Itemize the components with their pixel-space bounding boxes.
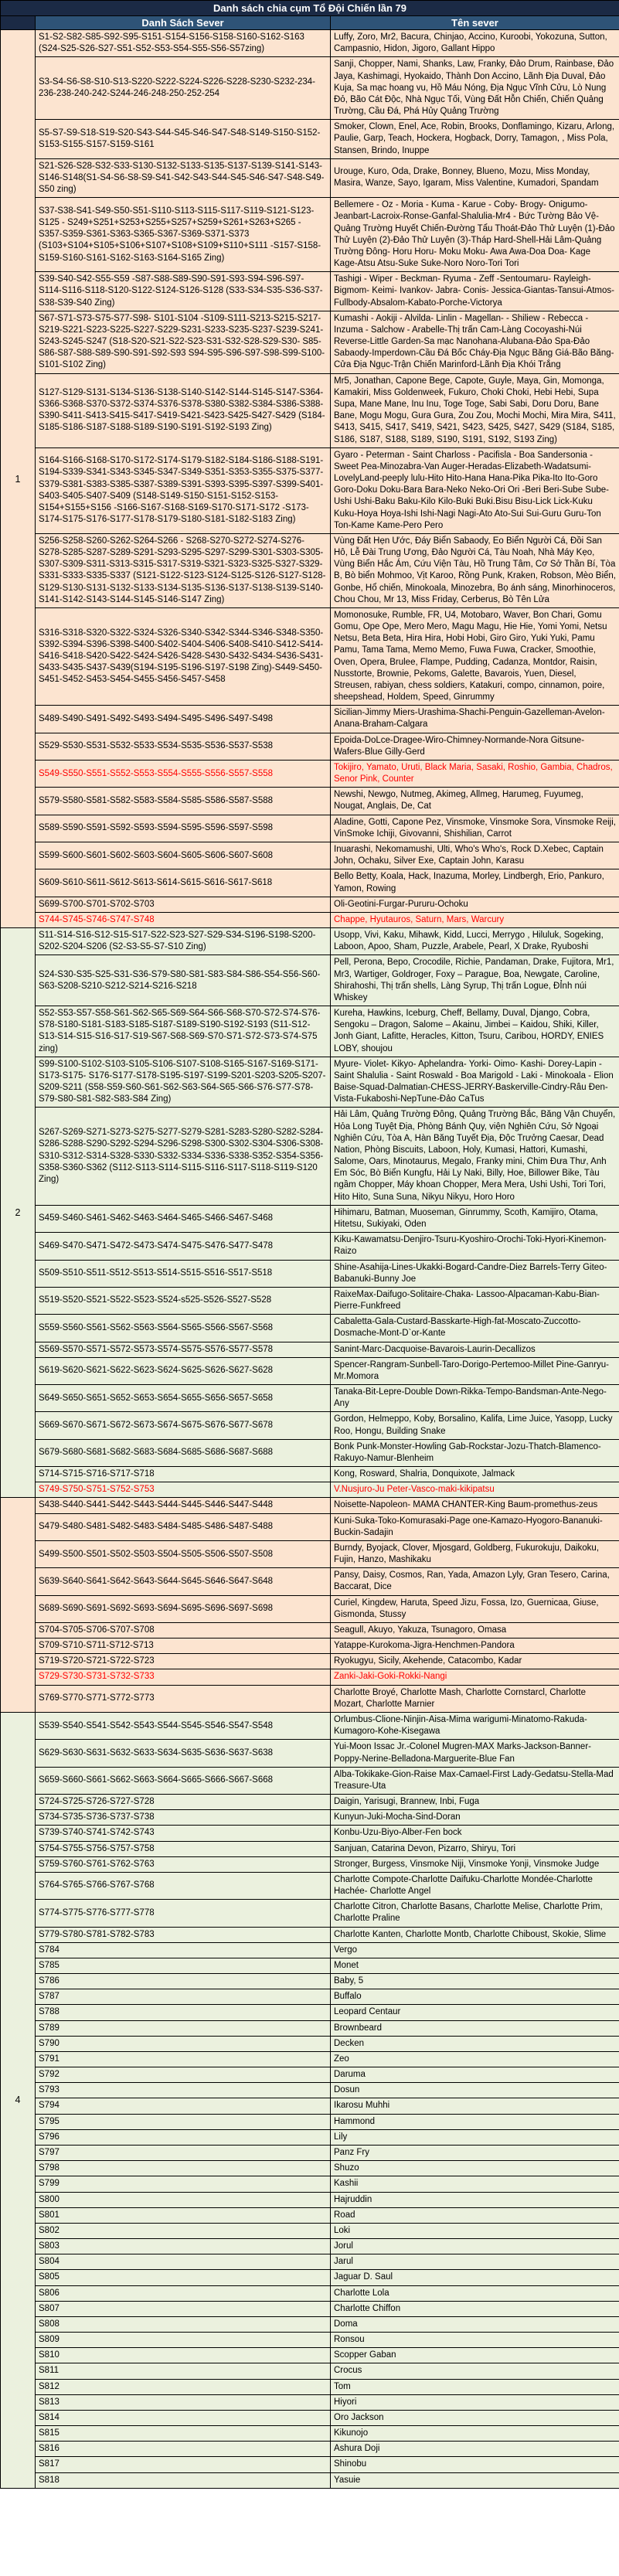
server-list-cell: S805 xyxy=(36,2270,331,2285)
server-list-cell: S734-S735-S736-S737-S738 xyxy=(36,1810,331,1826)
server-list-cell: S639-S640-S641-S642-S643-S644-S645-S646-S647-S648 xyxy=(36,1568,331,1595)
table-row xyxy=(1,1841,619,1856)
server-list-cell: S791 xyxy=(36,2051,331,2067)
table-row xyxy=(1,1498,619,1513)
table-row xyxy=(1,2472,619,2488)
server-list-cell: S790 xyxy=(36,2036,331,2051)
server-list-cell: S744-S745-S746-S747-S748 xyxy=(36,912,331,927)
server-list-cell: S499-S500-S501-S502-S503-S504-S505-S506-S507-S508 xyxy=(36,1540,331,1567)
server-list-cell: S739-S740-S741-S742-S743 xyxy=(36,1826,331,1841)
server-names-cell: Newshi, Newgo, Nutmeg, Akimeg, Allmeg, Harumeg, Fuyumeg, Nougat, Anglais, De, Cat xyxy=(331,788,619,815)
server-names-cell: Brownbeard xyxy=(331,2020,619,2036)
table-row xyxy=(1,869,619,897)
server-names-cell: Urouge, Kuro, Oda, Drake, Bonney, Blueno, Mozu, Miss Monday, Masira, Wanze, Sayo, Igaram, Miss Valentine, Kumadori, Spandam xyxy=(331,158,619,198)
server-list-cell: S1-S2-S82-S85-S92-S95-S151-S154-S156-S158-S160-S162-S163 (S24-S25-S26-S27-S51-S52-S53-S54-S55-S56-S57zing) xyxy=(36,30,331,57)
table-row xyxy=(1,1057,619,1108)
table-row xyxy=(1,2285,619,2301)
table-row xyxy=(1,1942,619,1958)
server-names-cell: Bello Betty, Koala, Hack, Inazuma, Morley, Lindbergh, Erio, Pankuro, Yamon, Rowing xyxy=(331,869,619,897)
server-names-cell: Gordon, Helmeppo, Koby, Borsalino, Kalifa, Lime Juice, Yasopp, Lucky Roo, Hongu, Building Snake xyxy=(331,1412,619,1439)
table-row xyxy=(1,1568,619,1595)
server-names-cell: Pell, Perona, Bepo, Crocodile, Richie, Pandaman, Drake, Fujitora, Mr1, Mr3, Wartiger, Goldroger, Foxy – Parague, Boa, Newgate, Caroline, Shirahoshi, Thị trấn shells, Làng Syrup, Thị trấn Logue, ĐỈnh núi Whiskey xyxy=(331,955,619,1006)
table-row xyxy=(1,1685,619,1712)
table-row xyxy=(1,1439,619,1466)
server-names-cell: Usopp, Vivi, Kaku, Mihawk, Kidd, Lucci, Merrygo , Hiluluk, Sogeking, Laboon, Apoo, Sham, Puzzle, Arabele, Pearl, X Drake, Ryuboshi xyxy=(331,928,619,955)
table-row xyxy=(1,1900,619,1927)
group-label xyxy=(1,1498,36,1713)
server-names-cell: Kong, Rosward, Shalria, Donquixote, Jalmack xyxy=(331,1467,619,1482)
table-row xyxy=(1,2161,619,2176)
server-list-cell: S793 xyxy=(36,2083,331,2098)
server-list-cell: S792 xyxy=(36,2067,331,2083)
server-list-cell: S794 xyxy=(36,2098,331,2114)
server-names-cell: Decken xyxy=(331,2036,619,2051)
table-row xyxy=(1,1872,619,1899)
server-names-cell: Daruma xyxy=(331,2067,619,2083)
server-names-cell: Doma xyxy=(331,2316,619,2332)
server-list-cell: S11-S14-S16-S12-S15-S17-S22-S23-S27-S29-S34-S196-S198-S200-S202-S204-S206 (S2-S3-S5-S7-S10 Zing) xyxy=(36,928,331,955)
server-list-cell: S519-S520-S521-S522-S523-S524-s525-S526-S527-S528 xyxy=(36,1287,331,1314)
table-row xyxy=(1,1795,619,1810)
table-row xyxy=(1,2410,619,2425)
server-list-cell: S749-S750-S751-S752-S753 xyxy=(36,1482,331,1498)
server-names-cell: Charlotte Chiffon xyxy=(331,2301,619,2316)
table-row xyxy=(1,2254,619,2270)
server-names-cell: Oli-Geotini-Furgar-Pururu-Ochoku xyxy=(331,897,619,912)
server-names-cell: V.Nusjuro-Ju Peter-Vasco-maki-kikipatsu xyxy=(331,1482,619,1498)
table-row xyxy=(1,2270,619,2285)
server-list-cell: S785 xyxy=(36,1958,331,1973)
table-row xyxy=(1,2005,619,2020)
server-names-cell: Inuarashi, Nekomamushi, Ulti, Who's Who's, Rock D.Xebec, Captain John, Ochaku, Silver Exe, Captain John, Karasu xyxy=(331,842,619,869)
table-row xyxy=(1,2083,619,2098)
table-row xyxy=(1,311,619,373)
server-names-cell: Kureha, Hawkins, Iceburg, Cheff, Bellamy, Duval, Django, Cobra, Sengoku – Dragon, Salome – Akainu, Jimbei – Kaidou, Shiki, Killer, Jonh Giant, Lafitte, Heracles, Kitton, Tsuru, Caribou, HORDY, ENIES LOBY, shoujou xyxy=(331,1006,619,1057)
server-list-cell: S724-S725-S726-S727-S728 xyxy=(36,1795,331,1810)
table-row xyxy=(1,1654,619,1669)
corner-cell xyxy=(1,16,36,30)
table-row xyxy=(1,1482,619,1498)
table-row xyxy=(1,2348,619,2363)
server-list-cell: S459-S460-S461-S462-S463-S464-S465-S466-S467-S468 xyxy=(36,1205,331,1232)
server-list-cell: S679-S680-S681-S682-S683-S684-S685-S686-S687-S688 xyxy=(36,1439,331,1466)
table-row xyxy=(1,1810,619,1826)
server-list-cell: S659-S660-S661-S662-S663-S664-S665-S666-S667-S668 xyxy=(36,1767,331,1794)
server-names-cell: Hammond xyxy=(331,2114,619,2129)
header-row xyxy=(1,16,619,30)
server-names-cell: Daigin, Yarisugi, Brannew, Inbi, Fuga xyxy=(331,1795,619,1810)
server-list-cell: S803 xyxy=(36,2239,331,2254)
title-row xyxy=(1,1,619,16)
server-list-cell: S801 xyxy=(36,2207,331,2223)
server-list-cell: S5-S7-S9-S18-S19-S20-S43-S44-S45-S46-S47-S48-S149-S150-S152-S153-S155-S157-S159-S161 xyxy=(36,120,331,159)
server-list-cell: S579-S580-S581-S582-S583-S584-S585-S586-S587-S588 xyxy=(36,788,331,815)
server-names-cell: Dosun xyxy=(331,2083,619,2098)
server-names-cell: Aladine, Gotti, Capone Pez, Vinsmoke, Vinsmoke Sora, Vinsmoke Reiji, VinSmoke Ichiji, Givovanni, Shishilian, Carrot xyxy=(331,815,619,842)
table-row xyxy=(1,1108,619,1205)
server-list-cell: S37-S38-S41-S49-S50-S51-S110-S113-S115-S117-S119-S121-S123-S125 - S249+S251+S253+S255+S257+S259+S261+S263+S265 - S357-S359-S361-S363-S365-S367-S369-S371-S373 (S103+S104+S105+S106+S107+S108+S109+S110+S111 -S157-S158-S159-S160-S161-S162-S163-S164-S165 Zing) xyxy=(36,198,331,272)
server-list-cell: S316-S318-S320-S322-S324-S326-S340-S342-S344-S346-S348-S350-S392-S394-S396-S398-S400-S402-S404-S406-S408-S410-S412-S414-S416-S418-S420-S422-S424-S426-S428-S430-S432-S434-S436-S431-S433-S435-S437-S439(S194-S195-S196-S197-S198 Zing)-S449-S450-S451-S452-S453-S454-S455-S456-S457-S458 xyxy=(36,607,331,705)
server-names-cell: Tom xyxy=(331,2379,619,2394)
server-names-cell: Ikarosu Muhhi xyxy=(331,2098,619,2114)
server-list-cell: S812 xyxy=(36,2379,331,2394)
server-list-cell: S814 xyxy=(36,2410,331,2425)
table-row xyxy=(1,1856,619,1872)
server-names-cell: Smoker, Clown, Enel, Ace, Robin, Brooks, Donflamingo, Kizaru, Arlong, Paulie, Garp, Teach, Hockera, Hogback, Dorry, Tamagon, , Miss Pola, Stansen, Brindo, Inuppe xyxy=(331,120,619,159)
table-row xyxy=(1,1467,619,1482)
server-names-cell: Noisette-Napoleon- MAMA CHANTER-King Baum-promethus-zeus xyxy=(331,1498,619,1513)
server-names-cell: Curiel, Kingdew, Haruta, Speed Jizu, Fossa, Izo, Guernicaa, Giuse, Gismonda, Stussy xyxy=(331,1595,619,1622)
server-list-cell: S39-S40-S42-S55-S59 -S87-S88-S89-S90-S91-S93-S94-S96-S97-S114-S116-S118-S120-S122-S124-S126-S128 (S33-S34-S35-S36-S37-S38-S39-S40 Zing) xyxy=(36,272,331,311)
server-names-cell: Oro Jackson xyxy=(331,2410,619,2425)
server-names-cell: Yasuie xyxy=(331,2472,619,2488)
server-list-cell: S764-S765-S766-S767-S768 xyxy=(36,1872,331,1899)
server-names-cell: Lily xyxy=(331,2129,619,2145)
server-list-cell: S769-S770-S771-S772-S773 xyxy=(36,1685,331,1712)
table-row xyxy=(1,2129,619,2145)
server-list-cell: S729-S730-S731-S732-S733 xyxy=(36,1669,331,1685)
table-row xyxy=(1,2426,619,2442)
table-row xyxy=(1,2114,619,2129)
table-row xyxy=(1,158,619,198)
server-names-cell: Kiku-Kawamatsu-Denjiro-Tsuru-Kyoshiro-Orochi-Toki-Hyori-Kinemon-Raizo xyxy=(331,1233,619,1260)
server-list-cell: S479-S480-S481-S482-S483-S484-S485-S486-S487-S488 xyxy=(36,1513,331,1540)
table-row xyxy=(1,1357,619,1384)
server-names-cell: Zeo xyxy=(331,2051,619,2067)
table-row xyxy=(1,842,619,869)
server-list-cell: S529-S530-S531-S532-S533-S534-S535-S536-S537-S538 xyxy=(36,733,331,760)
server-names-cell: Crocus xyxy=(331,2363,619,2379)
table-row xyxy=(1,1989,619,2005)
table-row xyxy=(1,373,619,447)
table-row xyxy=(1,57,619,120)
server-names-cell: Luffy, Zoro, Mr2, Bacura, Chinjao, Accino, Kuroobi, Yokozuna, Sutton, Campasnio, Hidon, Jigoro, Gallant Hippo xyxy=(331,30,619,57)
server-list-cell: S719-S720-S721-S722-S723 xyxy=(36,1654,331,1669)
server-list-cell: S787 xyxy=(36,1989,331,2005)
server-names-cell: Vùng Đất Hẹn Ước, Đáy Biển Sabaody, Eo Biển Người Cá, Đồi San Hô, Lễ Đài Trung Ương, Đảo Người Cá, Tàu Noah, Nhà Máy Kẹo, Vùng Biển Hắc Ám, Cứu Viện Tàu, Hồ Trung Tâm, Cơ Sở Thần Bí, Tòa B, Bò biển Mohmoo, Vịt Karoo, Rồng Punk, Kraken, Robson, Mèo Biển, Gonbe, Hổ chiến, Minokoala, Minozebra, Bọ ánh sáng, Minorhinoceros, Chou Chou, Mr 13, Miss Friday, Cerberus, Bò Tên Lửa xyxy=(331,533,619,607)
server-list-cell: S267-S269-S271-S273-S275-S277-S279-S281-S283-S280-S282-S284-S286-S288-S290-S292-S294-S296-S298-S300-S302-S304-S306-S308-S310-S312-S314-S328-S330-S332-S334-S336-S338-S352-S354-S356-S358-S360-S362 (S112-S113-S114-S115-S116-S117-S118-S119-S120 Zing) xyxy=(36,1108,331,1205)
server-names-cell: Kashii xyxy=(331,2176,619,2192)
table-row xyxy=(1,2363,619,2379)
server-list-cell: S67-S71-S73-S75-S77-S98- S101-S104 -S109-S111-S213-S215-S217-S219-S221-S223-S225-S227-S229-S231-S233-S235-S237-S239-S241-S243-S245-S247 (S18-S20-S21-S22-S23-S31-S32-S28-S29-S30- S85-S86-S87-S88-S89-S90-S91-S92-S93 S94-S95-S96-S97-S98-S99-S100-S101-S102 Zing) xyxy=(36,311,331,373)
server-names-cell: Momonosuke, Rumble, FR, U4, Motobaro, Waver, Bon Chari, Gomu Gomu, Ope Ope, Mero Mero, Magu Magu, Hie Hie, Yomi Yomi, Netsu Netsu, Beta Beta, Hira Hira, Hobi Hobi, Giro Giro, Yuki Yuki, Pamu Pamu, Tama Tama, Memo Memo, Fuwa Fuwa, Cracker, Smoothie, Oven, Opera, Brulee, Flampe, Pudding, Cadanza, Montdor, Raisin, Nusstorte, Brownie, Pekoms, Galette, Bavarois, Yuen, Diesel, Streusen, rabiyan, chess soldiers, Katakuri, compo, cinnamon, poire, sheepshead, Holdem, Speed, Ginrummy xyxy=(331,607,619,705)
server-list-cell: S786 xyxy=(36,1974,331,1989)
table-row xyxy=(1,2067,619,2083)
server-names-cell: Tokijiro, Yamato, Uruti, Black Maria, Sasaki, Roshio, Gambia, Chadros, Senor Pink, Counter xyxy=(331,760,619,787)
server-names-cell: RaixeMax-Daifugo-Solitaire-Chaka- Lassoo-Alpacaman-Kabu-Bian-Pierre-Funkfreed xyxy=(331,1287,619,1314)
table-row xyxy=(1,1767,619,1794)
server-list-cell: S619-S620-S621-S622-S623-S624-S625-S626-S627-S628 xyxy=(36,1357,331,1384)
server-list-cell: S469-S470-S471-S472-S473-S474-S475-S476-S477-S478 xyxy=(36,1233,331,1260)
server-names-cell: Ryokugyu, Sicily, Akehende, Catacombo, Kadar xyxy=(331,1654,619,1669)
server-list-cell: S789 xyxy=(36,2020,331,2036)
server-list-cell: S811 xyxy=(36,2363,331,2379)
server-names-cell: Leopard Centaur xyxy=(331,2005,619,2020)
server-list-cell: S127-S129-S131-S134-S136-S138-S140-S142-S144-S145-S147-S364-S366-S368-S370-S372-S374-S376-S378-S380-S382-S384-S386-S388-S390-S411-S413-S415-S417-S419-S421-S423-S425-S427-S429 (S184-S185-S186-S187-S188-S189-S190-S191-S192-S193 Zing) xyxy=(36,373,331,447)
table-row xyxy=(1,2036,619,2051)
server-names-cell: Hajruddin xyxy=(331,2192,619,2207)
server-list-cell: S599-S600-S601-S602-S603-S604-S605-S606-S607-S608 xyxy=(36,842,331,869)
table-row xyxy=(1,1595,619,1622)
server-list-cell: S807 xyxy=(36,2301,331,2316)
server-list-cell: S816 xyxy=(36,2442,331,2457)
server-names-cell: Alba-Tokikake-Gion-Raise Max-Camael-First Lady-Gedatsu-Stella-Mad Treasure-Uta xyxy=(331,1767,619,1794)
table-row xyxy=(1,897,619,912)
server-list-cell: S754-S755-S756-S757-S758 xyxy=(36,1841,331,1856)
server-names-cell: Vergo xyxy=(331,1942,619,1958)
server-names-cell: Shinobu xyxy=(331,2457,619,2472)
table-row xyxy=(1,1958,619,1973)
server-names-cell: Cabaletta-Gala-Custard-Basskarte-High-fat-Moscato-Zuccotto-Dosmache-Mont-D`or-Kante xyxy=(331,1315,619,1342)
server-names-cell: Loki xyxy=(331,2223,619,2238)
table-row xyxy=(1,1006,619,1057)
server-list-cell: S796 xyxy=(36,2129,331,2145)
server-list-cell: S589-S590-S591-S592-S593-S594-S595-S596-S597-S598 xyxy=(36,815,331,842)
table-row xyxy=(1,2379,619,2394)
server-names-cell: Gyaro - Peterman - Saint Charloss - Pacifisla - Boa Sandersonia - Sweet Pea-Minozabra-Van Auger-Heradas-Elizabeth-Wadatsumi-LovelyLand-peeply lulu-Hito Hito-Hana Hana-Pika Pika-Ito Ito-Goro Goro-Doku Doku-Bara Bara-Neko Neko-Ori Ori -Beri Beri-Sube Sube-Ushi Ushi-Baku Baku-Kilo Kilo-Buki Buki.Bisu Bisu-Lick Lick-Kuku Kuku-Hoya Hoya-Ishi Ishi-Nagi Nagi-Ato Ato-Sui Sui-Guru Guru-Ton Ton-Kame Kame-Pero Pero xyxy=(331,447,619,533)
server-list-cell: S489-S490-S491-S492-S493-S494-S495-S496-S497-S498 xyxy=(36,706,331,733)
server-list-cell: S629-S630-S631-S632-S633-S634-S635-S636-S637-S638 xyxy=(36,1740,331,1767)
table-row xyxy=(1,2442,619,2457)
table-row xyxy=(1,2301,619,2316)
table-row xyxy=(1,2394,619,2410)
server-list-cell: S609-S610-S611-S612-S613-S614-S615-S616-S617-S618 xyxy=(36,869,331,897)
server-names-cell: Sanint-Marc-Dacquoise-Bavarois-Laurin-Decallizos xyxy=(331,1342,619,1357)
table-row xyxy=(1,198,619,272)
server-list-cell: S808 xyxy=(36,2316,331,2332)
server-names-cell: Hiyori xyxy=(331,2394,619,2410)
server-list-cell: S800 xyxy=(36,2192,331,2207)
server-list-cell: S802 xyxy=(36,2223,331,2238)
table-row xyxy=(1,1927,619,1942)
server-names-cell: Charlotte Citron, Charlotte Basans, Charlotte Melise, Charlotte Prim, Charlotte Praline xyxy=(331,1900,619,1927)
server-list-cell: S779-S780-S781-S782-S783 xyxy=(36,1927,331,1942)
server-list-cell: S799 xyxy=(36,2176,331,2192)
server-list-cell: S817 xyxy=(36,2457,331,2472)
server-names-cell: Spencer-Rangram-Sunbell-Taro-Dorigo-Pertemoo-Millet Pine-Ganryu-Mr.Momora xyxy=(331,1357,619,1384)
table-row xyxy=(1,1385,619,1412)
table-row xyxy=(1,2020,619,2036)
server-list-cell: S809 xyxy=(36,2333,331,2348)
server-list-cell: S21-S26-S28-S32-S33-S130-S132-S133-S135-S137-S139-S141-S143-S146-S148(S1-S4-S6-S8-S9-S41-S42-S43-S44-S45-S46-S47-S48-S49-S50 zing) xyxy=(36,158,331,198)
server-names-cell: Scopper Gaban xyxy=(331,2348,619,2363)
table-row xyxy=(1,912,619,927)
group-label: 4 xyxy=(1,1713,36,2489)
table-row xyxy=(1,1342,619,1357)
server-names-cell: Baby, 5 xyxy=(331,1974,619,1989)
server-names-cell: Sanjuan, Catarina Devon, Pizarro, Shiryu, Tori xyxy=(331,1841,619,1856)
table-row xyxy=(1,1740,619,1767)
table-row xyxy=(1,30,619,57)
table-row xyxy=(1,1540,619,1567)
table-row xyxy=(1,447,619,533)
table-row xyxy=(1,955,619,1006)
server-list-cell: S699-S700-S701-S702-S703 xyxy=(36,897,331,912)
server-list-cell: S649-S650-S651-S652-S653-S654-S655-S656-S657-S658 xyxy=(36,1385,331,1412)
server-names-cell: Jaguar D. Saul xyxy=(331,2270,619,2285)
table-row xyxy=(1,2333,619,2348)
server-names-cell: Jarul xyxy=(331,2254,619,2270)
server-names-cell: Mr5, Jonathan, Capone Bege, Capote, Guyle, Maya, Gin, Momonga, Kamakiri, Miss Goldenweek, Fukuro, Choki Choki, Hebi Hebi, Supa Supa, Mane Mane, Inu Inu, Toge Toge, Sabi Sabi, Doru Doru, Bane Bane, Mogu Mogu, Gura Gura, Zou Zou, Mochi Mochi, Mira Mira, S411, S413, S415, S417, S419, S421, S423, S425, S427, S429 (S184, S185, S186, S187, S188, S189, S190, S191, S192, S193 Zing) xyxy=(331,373,619,447)
table-row xyxy=(1,2457,619,2472)
server-names-cell: Charlotte Broyé, Charlotte Mash, Charlotte Cornstarcl, Charlotte Mozart, Charlotte Marnier xyxy=(331,1685,619,1712)
table-row xyxy=(1,1713,619,1740)
server-list-cell: S689-S690-S691-S692-S693-S694-S695-S696-S697-S698 xyxy=(36,1595,331,1622)
table-row xyxy=(1,788,619,815)
table-row xyxy=(1,1260,619,1287)
server-names-cell: Pansy, Daisy, Cosmos, Ran, Yada, Amazon Lyly, Gran Tesero, Carina, Baccarat, Dice xyxy=(331,1568,619,1595)
server-list-cell: S549-S550-S551-S552-S553-S554-S555-S556-S557-S558 xyxy=(36,760,331,787)
server-names-cell: Sicilian-Jimmy Miers-Urashima-Shachi-Penguin-Gazelleman-Avelon-Anana-Braham-Calgara xyxy=(331,706,619,733)
table-row xyxy=(1,1638,619,1654)
server-names-cell: Kumashi - Aokiji - Alvilda- Linlin - Magellan- - Shiliew - Rebecca - Inzuma - Salchow - Arabelle-Thị trấn Cam-Làng Cocoyashi-Núi Reverse-Little Garden-Sa mạc Nanohana-Alubana-Đảo Spa-Đảo Sabaody-Imperdown-Cầu Đá Bốc Cháy-Địa Ngục Băng Giá-Bão Băng-Cửa Địa Ngục-Trận Chiến Marinford-Lãnh Địa Khói Trắng xyxy=(331,311,619,373)
table-row xyxy=(1,1622,619,1638)
column-header-server-name: Tên sever xyxy=(331,16,619,30)
server-list-cell: S818 xyxy=(36,2472,331,2488)
server-names-cell: Stronger, Burgess, Vinsmoke Niji, Vinsmoke Yonji, Vinsmoke Judge xyxy=(331,1856,619,1872)
table-row xyxy=(1,733,619,760)
server-names-cell: Epoida-DoLce-Dragee-Wiro-Chimney-Normande-Nora Gitsune- Wafers-Blue Gilly-Gerd xyxy=(331,733,619,760)
server-names-cell: Bellemere - Oz - Moria - Kuma - Karue - Coby- Brogy- Onigumo-Jeanbart-Lacroix-Ronse-Ganfal-Shalulia-Mr4 - Bức Tường Bảo Vệ-Quảng Trường Huyết Chiến-Đường Tẩu Thoát-Đảo Thử Luyện (1)-Đảo Thử Luyện (2)-Đảo Thử Luyện (3)-Tháp Hard-Shell-Hải Lâm-Quảng Trường Đông- Horu Horu- Moku Moku- Awa Awa-Doa Doa- Kage Kage-Atsu Atsu-Suke Suke-Noro Noro-Tori Tori xyxy=(331,198,619,272)
server-list-cell: S804 xyxy=(36,2254,331,2270)
server-list-cell: S815 xyxy=(36,2426,331,2442)
table-body xyxy=(1,30,619,2489)
server-names-cell: Burndy, Byojack, Clover, Mjosgard, Goldberg, Fukurokuju, Daikoku, Fujin, Hanzo, Mashikaku xyxy=(331,1540,619,1567)
table-row xyxy=(1,2145,619,2160)
server-names-cell: Yui-Moon Issac Jr.-Colonel Mugren-MAX Marks-Jackson-Banner-Poppy-Nerine-Belladona-Marguerite-Blue Fan xyxy=(331,1740,619,1767)
server-list-cell: S438-S440-S441-S442-S443-S444-S445-S446-S447-S448 xyxy=(36,1498,331,1513)
table-row xyxy=(1,607,619,705)
server-names-cell: Monet xyxy=(331,1958,619,1973)
table-row xyxy=(1,706,619,733)
table-row xyxy=(1,1974,619,1989)
table-row xyxy=(1,2207,619,2223)
server-list-cell: S52-S53-S57-S58-S61-S62-S65-S69-S64-S66-S68-S70-S72-S74-S76-S78-S180-S181-S183-S185-S187-S189-S190-S192-S193 (S11-S12-S13-S14-S15-S16-S17-S19-S67-S68-S69-S70-S71-S72-S73-S74-S75 zing) xyxy=(36,1006,331,1057)
server-names-cell: Shine-Asahija-Lines-Ukakki-Bogard-Candre-Diez Barrels-Terry Giteo-Babanuki-Bunny Joe xyxy=(331,1260,619,1287)
server-list-cell: S795 xyxy=(36,2114,331,2129)
server-list-cell: S164-S166-S168-S170-S172-S174-S179-S182-S184-S186-S188-S191-S194-S339-S341-S343-S345-S347-S349-S351-S353-S355-S375-S377-S379-S381-S383-S385-S387-S389-S391-S393-S395-S397-S399-S401-S403-S405-S407-S409 (S148-S149-S150-S151-S152-S153-S154+S155+S156 -S166-S167-S168-S169-S170-S171-S172 -S173-S174-S175-S176-S177-S178-S179-S180-S181-S182-S183 Zing) xyxy=(36,447,331,533)
group-label: 2 xyxy=(1,928,36,1498)
column-header-server-list: Danh Sách Sever xyxy=(36,16,331,30)
table-row xyxy=(1,1287,619,1314)
table-row xyxy=(1,1826,619,1841)
server-names-cell: Myure- Violet- Kikyo- Aphelandra- Yorki- Oimo- Kashi- Dorey-Lapin - Saint Shalulia - Saint Roswald - Boa Marigold - Laki - Minokoala - Elion Baise-Squad-Dalmatian-CHESS-JERRY-Baskerville-Cindry-Râu Đen-Vista-Fukaboshi-NepTune-Đảo CaTus xyxy=(331,1057,619,1108)
server-names-cell: Bonk Punk-Monster-Howling Gab-Rockstar-Jozu-Thatch-Blamenco-Rakuyo-Namur-Blenheim xyxy=(331,1439,619,1466)
server-list-cell: S806 xyxy=(36,2285,331,2301)
server-names-cell: Zanki-Jaki-Goki-Rokki-Nangi xyxy=(331,1669,619,1685)
server-list-cell: S24-S30-S35-S25-S31-S36-S79-S80-S81-S83-S84-S86-S54-S56-S60-S63-S208-S210-S212-S214-S216-S218 xyxy=(36,955,331,1006)
table-row xyxy=(1,1205,619,1232)
server-names-cell: Shuzo xyxy=(331,2161,619,2176)
server-names-cell: Kikunojo xyxy=(331,2426,619,2442)
table-row xyxy=(1,2239,619,2254)
server-names-cell: Seagull, Akuyo, Yakuza, Tsunagoro, Omasa xyxy=(331,1622,619,1638)
server-list-cell: S798 xyxy=(36,2161,331,2176)
server-list-cell: S569-S570-S571-S572-S573-S574-S575-S576-S577-S578 xyxy=(36,1342,331,1357)
server-names-cell: Ronsou xyxy=(331,2333,619,2348)
server-list-cell: S256-S258-S260-S262-S264-S266 - S268-S270-S272-S274-S276-S278-S285-S287-S289-S291-S293-S295-S297-S299-S301-S303-S305-S307-S309-S311-S313-S315-S317-S319-S321-S323-S325-S327-S329-S331-S333-S335-S337 (S121-S122-S123-S124-S125-S126-S127-S128-S129-S130-S131-S132-S133-S134-S135-S136-S137-S138-S139-S140-S141-S142-S143-S144-S145-S146-S147 Zing) xyxy=(36,533,331,607)
server-names-cell: Charlotte Kanten, Charlotte Montb, Charlotte Chiboust, Skokie, Slime xyxy=(331,1927,619,1942)
table-row xyxy=(1,1412,619,1439)
table-row xyxy=(1,2223,619,2238)
server-list-cell: S3-S4-S6-S8-S10-S13-S220-S222-S224-S226-S228-S230-S232-234-236-238-240-242-S244-246-248-250-252-254 xyxy=(36,57,331,120)
server-names-cell: Ashura Doji xyxy=(331,2442,619,2457)
server-list-cell: S99-S100-S102-S103-S105-S106-S107-S108-S165-S167-S169-S171-S173-S175- S176-S177-S178-S195-S197-S199-S201-S203-S205-S207-S209-S211 (S58-S59-S60-S61-S62-S63-S64-S65-S66-S76-S77-S78-S79-S80-S81-S82-S83-S84 Zing) xyxy=(36,1057,331,1108)
page-title: Danh sách chia cụm Tổ Đội Chiến lần 79 xyxy=(1,1,619,16)
server-list-cell: S539-S540-S541-S542-S543-S544-S545-S546-S547-S548 xyxy=(36,1713,331,1740)
server-list-cell: S669-S670-S671-S672-S673-S674-S675-S676-S677-S678 xyxy=(36,1412,331,1439)
server-list-cell: S810 xyxy=(36,2348,331,2363)
table-row xyxy=(1,120,619,159)
server-names-cell: Konbu-Uzu-Biyo-Alber-Fen bock xyxy=(331,1826,619,1841)
server-list-cell: S788 xyxy=(36,2005,331,2020)
server-names-cell: Kunyun-Juki-Mocha-Sind-Doran xyxy=(331,1810,619,1826)
server-names-cell: Yatappe-Kurokoma-Jigra-Henchmen-Pandora xyxy=(331,1638,619,1654)
server-names-cell: Tanaka-Bit-Lepre-Double Down-Rikka-Tempo-Bandsman-Ante-Nego-Any xyxy=(331,1385,619,1412)
server-list-cell: S709-S710-S711-S712-S713 xyxy=(36,1638,331,1654)
table-row xyxy=(1,815,619,842)
server-list-cell: S509-S510-S511-S512-S513-S514-S515-S516-S517-S518 xyxy=(36,1260,331,1287)
server-names-cell: Kuni-Suka-Toko-Komurasaki-Page one-Kamazo-Hyogoro-Bananuki-Buckin-Sadajin xyxy=(331,1513,619,1540)
server-names-cell: Charlotte Lola xyxy=(331,2285,619,2301)
server-names-cell: Hihimaru, Batman, Muoseman, Ginrummy, Scoth, Kamijiro, Otama, Hitetsu, Sukiyaki, Oden xyxy=(331,1205,619,1232)
server-names-cell: Orlumbus-Clione-Ninjin-Aisa-Mima warigumi-Minatomo-Rakuda-Kumagoro-Kohe-Kisegawa xyxy=(331,1713,619,1740)
server-names-cell: Hải Lâm, Quảng Trường Đông, Quảng Trường Bắc, Băng Vận Chuyển, Hỏa Long Tuyệt Địa, Phòng Bánh Quy, viện Nghiên Cứu, Sở Ngoại Nghiên Cứu, Tòa A, Hàn Băng Tuyết Địa, Độc Trưởng Caesar, Dead Nation, Phòng Biscuits, Laboon, Holy, Kumasi, Hattori, Kumashi, Salome, Oars, Minotaurus, Megalo, Franky mini, Chim Đưa Thư, Anh Em Sóc, Bò Biển Kungfu, Hải Ly Naki, Billy, Hoe, Billower Bike, Tàu ngầm Chopper, Máy khoan Chopper, Mera Mera, Ushi Ushi, Tori Tori, Hito Hito, Suna Suna, Nikyu Nikyu, Horo Horo xyxy=(331,1108,619,1205)
table-row xyxy=(1,2316,619,2332)
server-names-cell: Tashigi - Wiper - Beckman- Ryuma - Zeff -Sentoumaru- Rayleigh-Bigmom- Keimi- Ivankov- Jabra- Conis- Jessica-Giantas-Tansui-Atmos-Fullbody-Absalom-Kabato-Porche-Victorya xyxy=(331,272,619,311)
table-row xyxy=(1,1315,619,1342)
server-names-cell: Panz Fry xyxy=(331,2145,619,2160)
server-list-cell: S559-S560-S561-S562-S563-S564-S565-S566-S567-S568 xyxy=(36,1315,331,1342)
server-list-cell: S714-S715-S716-S717-S718 xyxy=(36,1467,331,1482)
server-names-cell: Chappe, Hyutauros, Saturn, Mars, Warcury xyxy=(331,912,619,927)
table-row xyxy=(1,928,619,955)
table-row xyxy=(1,2051,619,2067)
table-row xyxy=(1,1233,619,1260)
server-list-cell: S813 xyxy=(36,2394,331,2410)
server-names-cell: Jorul xyxy=(331,2239,619,2254)
table-row xyxy=(1,272,619,311)
server-list-cell: S774-S775-S776-S777-S778 xyxy=(36,1900,331,1927)
server-list-cell: S759-S760-S761-S762-S763 xyxy=(36,1856,331,1872)
group-label: 1 xyxy=(1,30,36,928)
table-row xyxy=(1,760,619,787)
server-names-cell: Charlotte Compote-Charlotte Daifuku-Charlotte Mondée-Charlotte Hachée- Charlotte Angel xyxy=(331,1872,619,1899)
table-row xyxy=(1,533,619,607)
table-row xyxy=(1,1669,619,1685)
server-names-cell: Road xyxy=(331,2207,619,2223)
table-row xyxy=(1,2176,619,2192)
table-row xyxy=(1,2098,619,2114)
server-names-cell: Sanji, Chopper, Nami, Shanks, Law, Franky, Đảo Drum, Rainbase, Đảo Jaya, Kashimagi, Hyokaido, Thành Don Accino, Lãnh Địa Duval, Đảo Kuja, Sa mạc hoang vu, Hồ Máu Nóng, Địa Ngục Vĩnh Cửu, Lò Nung Đỏ, Bão Cát Độc, Nhà Ngục Tối, Vùng Đất Hỗn Chiến, Chiến Quảng Trường, Cầu Đá, Phá Hủy Quảng Trường xyxy=(331,57,619,120)
table-row xyxy=(1,1513,619,1540)
server-list-cell: S784 xyxy=(36,1942,331,1958)
server-names-cell: Buffalo xyxy=(331,1989,619,2005)
server-list-cell: S704-S705-S706-S707-S708 xyxy=(36,1622,331,1638)
table-row xyxy=(1,2192,619,2207)
server-list-cell: S797 xyxy=(36,2145,331,2160)
